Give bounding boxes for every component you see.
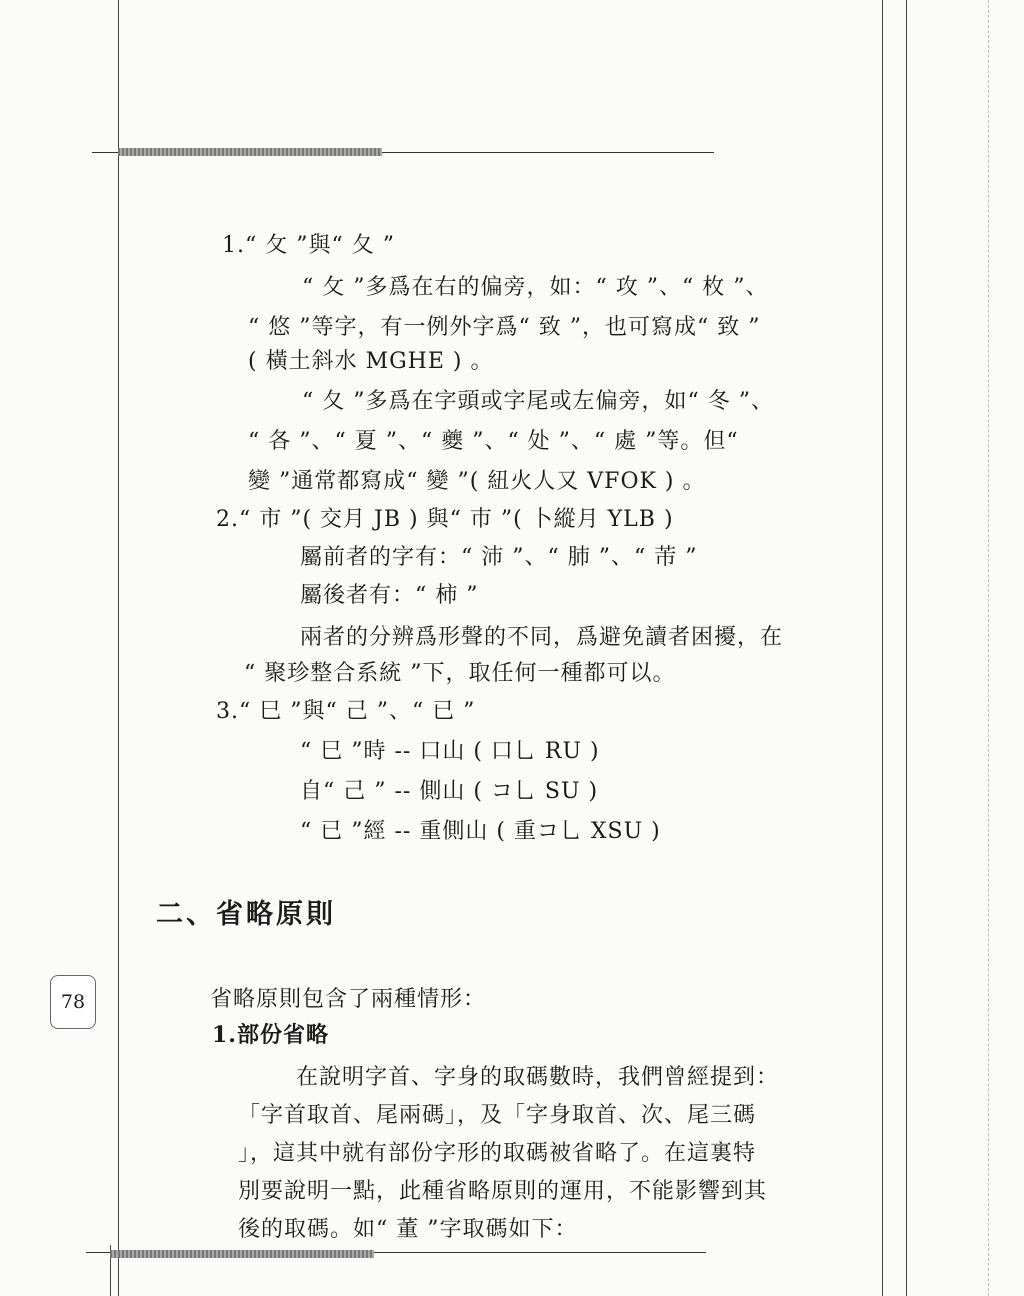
- text-line: 1.“ 攵 ”與“ 夂 ”: [222, 233, 395, 258]
- right-edge-line: [906, 0, 907, 1296]
- subheading: 1.部份省略: [212, 1022, 329, 1048]
- text-line: ( 橫土斜水 MGHE ) 。: [248, 349, 494, 374]
- text-line: “ 已 ”經 -- 重側山 ( 重コ乚 XSU ): [300, 819, 661, 844]
- text-line: 別要說明一點，此種省略原則的運用，不能影響到其: [238, 1179, 768, 1204]
- text-line: 屬後者有：“ 柿 ”: [300, 583, 479, 608]
- text-line: “ 攵 ”多爲在右的偏旁，如：“ 攻 ”、“ 枚 ”、: [302, 275, 769, 300]
- text-line: 2.“ 市 ”( 交月 JB ) 與“ 巿 ”( 卜縱月 YLB ): [216, 507, 674, 532]
- right-margin-line: [882, 0, 883, 1296]
- text-line: “ 悠 ”等字，有一例外字爲“ 致 ”，也可寫成“ 致 ”: [248, 315, 761, 340]
- text-line: “ 夂 ”多爲在字頭或字尾或左偏旁，如“ 冬 ”、: [302, 389, 774, 414]
- text-line: 自“ 己 ” -- 側山 ( コ乚 SU ): [300, 779, 599, 804]
- page-edge-dashes: [988, 0, 989, 1296]
- text-line: “ 聚珍整合系統 ”下，取任何一種都可以。: [244, 661, 676, 686]
- text-line: 屬前者的字有：“ 沛 ”、“ 肺 ”、“ 芾 ”: [300, 545, 698, 570]
- text-line: 變 ”通常都寫成“ 變 ”( 紐火人又 VFOK ) 。: [248, 469, 706, 494]
- text-line: “ 巳 ”時 -- 口山 ( 口乚 RU ): [300, 739, 600, 764]
- text-line: 兩者的分辨爲形聲的不同，爲避免讀者困擾，在: [300, 625, 784, 650]
- text-line: “ 各 ”、“ 夏 ”、“ 夔 ”、“ 处 ”、“ 處 ”等。但“: [248, 429, 739, 454]
- section-heading: 二、省略原則: [156, 899, 336, 930]
- text-line: 3.“ 巳 ”與“ 己 ”、“ 已 ”: [216, 699, 476, 724]
- text-line: 在說明字首、字身的取碼數時，我們曾經提到：: [296, 1065, 780, 1090]
- top-rule-shade: [118, 148, 382, 156]
- text-line: 「字首取首、尾兩碼」，及「字身取首、次、尾三碼: [238, 1103, 757, 1128]
- bottom-rule-shade: [110, 1250, 374, 1258]
- page-number: 78: [50, 975, 96, 1029]
- text-line: 後的取碼。如“ 董 ”字取碼如下：: [238, 1217, 578, 1242]
- text-line: 省略原則包含了兩種情形：: [210, 987, 487, 1012]
- text-line: 」，這其中就有部份字形的取碼被省略了。在這裏特: [238, 1141, 757, 1166]
- left-margin-line: [118, 0, 119, 1296]
